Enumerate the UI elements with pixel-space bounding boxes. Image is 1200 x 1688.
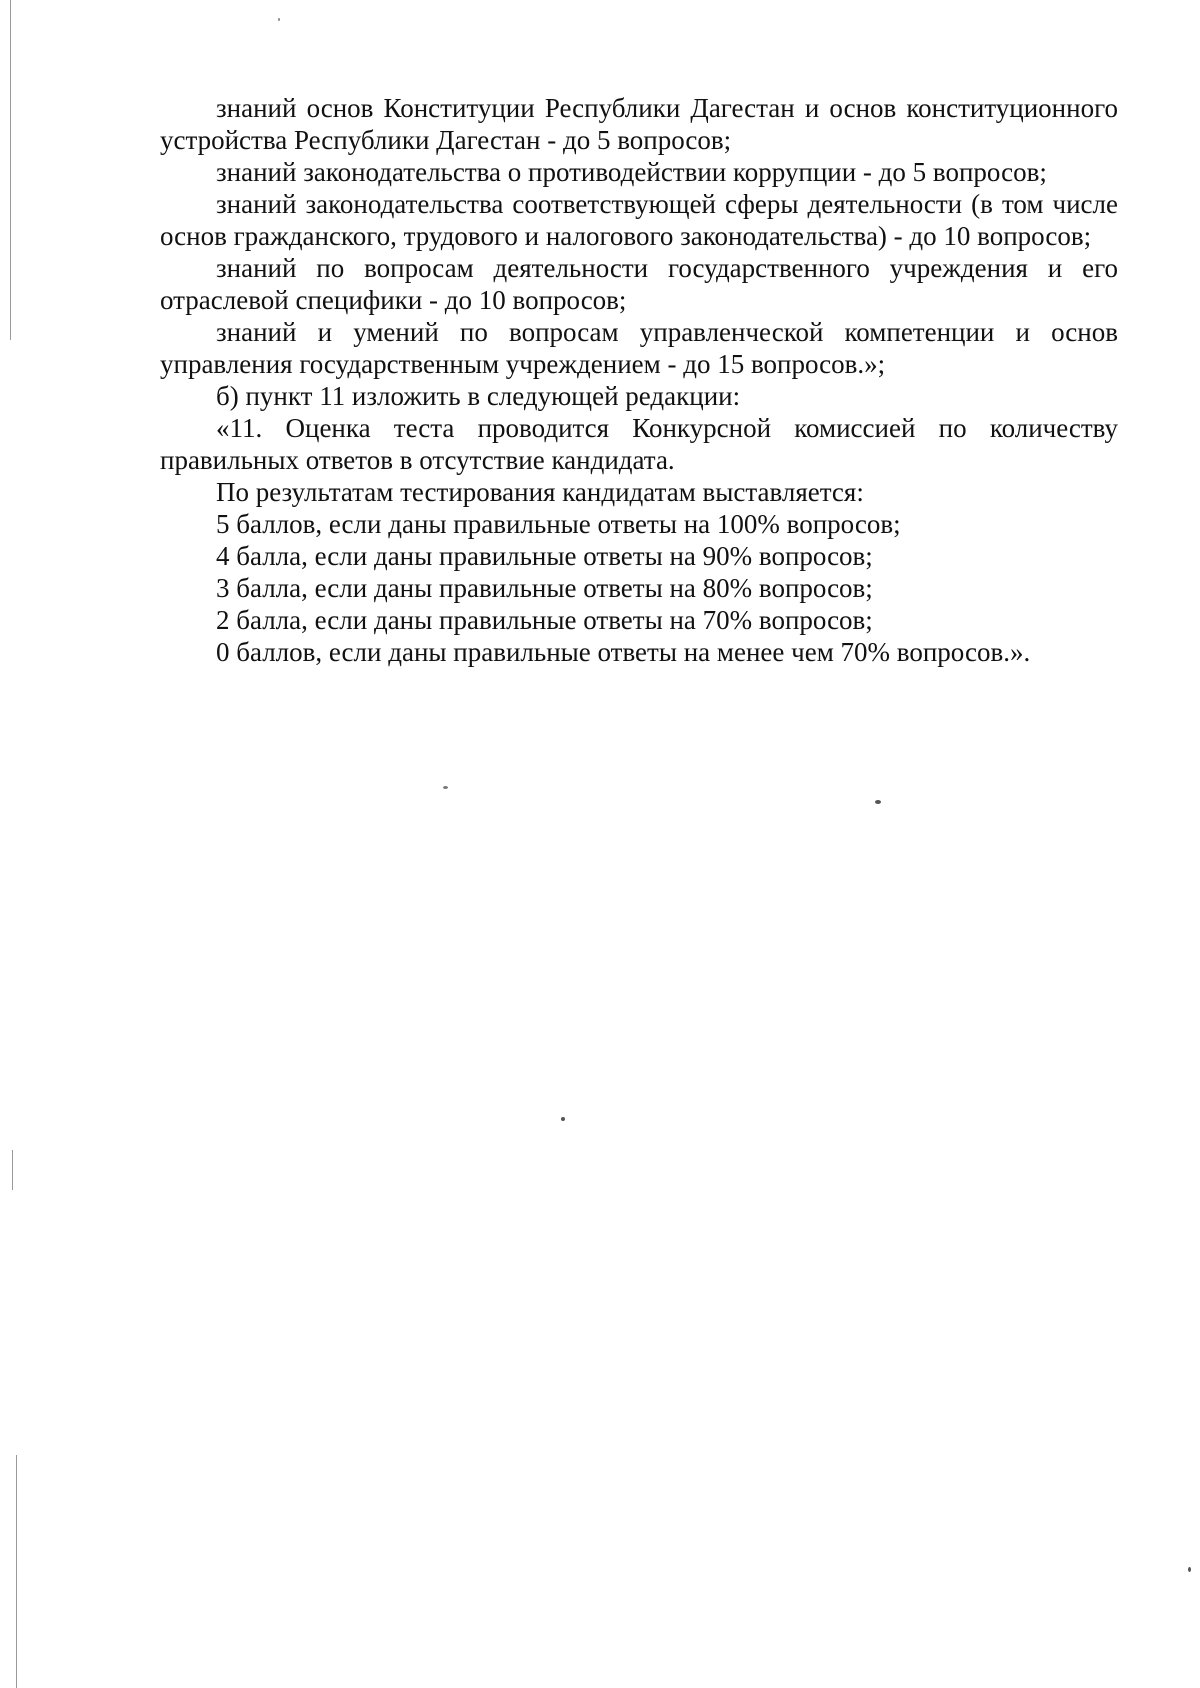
scan-edge-line — [16, 1455, 17, 1688]
paragraph-management-knowledge: знаний и умений по вопросам управленческой компетенции и основ управления государственным учреждением - до 15 вопросов.»; — [160, 317, 1118, 379]
paragraph-anticorruption-knowledge: знаний законодательства о противодействии коррупции - до 5 вопросов; — [216, 157, 1047, 187]
document-body — [160, 92, 1118, 668]
score-line-2: 2 балла, если даны правильные ответы на 70% вопросов; — [216, 605, 873, 635]
scan-speck — [443, 786, 448, 789]
paragraph-constitution-knowledge: знаний основ Конституции Республики Дагестан и основ конституционного устройства Республики Дагестан - до 5 вопросов; — [160, 93, 1118, 155]
score-line-4: 4 балла, если даны правильные ответы на 90% вопросов; — [216, 541, 873, 571]
scan-speck — [278, 18, 280, 21]
paragraph-scoring-intro: По результатам тестирования кандидатам выставляется: — [216, 477, 864, 507]
score-line-5: 5 баллов, если даны правильные ответы на 100% вопросов; — [216, 509, 901, 539]
scan-speck — [1188, 1567, 1191, 1572]
score-line-0: 0 баллов, если даны правильные ответы на менее чем 70% вопросов.». — [216, 637, 1031, 667]
scan-speck — [561, 1117, 565, 1121]
scan-speck — [875, 800, 881, 804]
paragraph-item-11-intro: б) пункт 11 изложить в следующей редакции: — [216, 381, 741, 411]
paragraph-institution-knowledge: знаний по вопросам деятельности государственного учреждения и его отраслевой специфики - до 10 вопросов; — [160, 253, 1118, 315]
scan-edge-line — [12, 1150, 13, 1190]
paragraph-legislation-knowledge: знаний законодательства соответствующей сферы деятельности (в том числе основ гражданского, трудового и налогового законодательства) - до 10 вопросов; — [160, 189, 1118, 251]
score-line-3: 3 балла, если даны правильные ответы на 80% вопросов; — [216, 573, 873, 603]
scan-edge-line — [10, 0, 11, 340]
paragraph-test-evaluation: «11. Оценка теста проводится Конкурсной комиссией по количеству правильных ответов в отсутствие кандидата. — [160, 413, 1118, 475]
